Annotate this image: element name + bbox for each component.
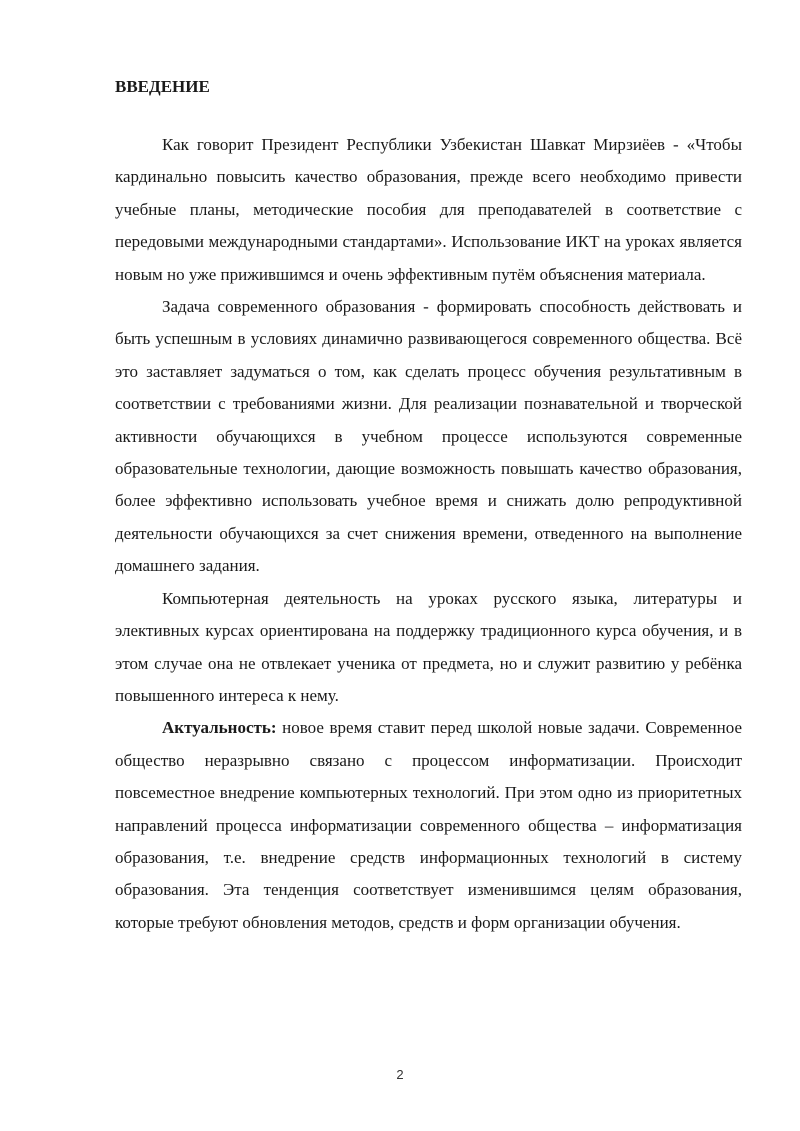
- paragraph-1: [115, 129, 742, 291]
- paragraph-actuality: [115, 712, 742, 939]
- actuality-label: Актуальность:: [162, 718, 277, 738]
- page-number: 2: [396, 1067, 404, 1082]
- body-text: [115, 129, 742, 939]
- paragraph-3: [115, 583, 742, 713]
- paragraph-2: [115, 291, 742, 583]
- paragraph-2-text: Задача современного образования - формировать способность действовать и быть успешным в условиях динамично развивающегося современного общества. Всё это заставляет задуматься о том, как сделать процесс обучения результативным в соответствии с требованиями жизни. Для реализации познавательной и творческой активности обучающихся в учебном процессе используются современные образовательные технологии, дающие возможность повышать качество образования, более эффективно использовать учебное время и снижать долю репродуктивной деятельности обучающихся за счет снижения времени, отведенного на выполнение домашнего задания.: [115, 297, 742, 576]
- paragraph-actuality-text: новое время ставит перед школой новые задачи. Современное общество неразрывно связано с процессом информатизации. Происходит повсеместное внедрение компьютерных технологий. При этом одно из приоритетных направлений процесса информатизации современного общества – информатизация образования, т.е. внедрение средств информационных технологий в систему образования. Эта тенденция соответствует изменившимся целям образования, которые требуют обновления методов, средств и форм организации обучения.: [115, 718, 742, 932]
- section-heading: ВВЕДЕНИЕ: [115, 77, 210, 96]
- paragraph-3-text: Компьютерная деятельность на уроках русского языка, литературы и элективных курсах ориентирована на поддержку традиционного курса обучения, и в этом случае она не отвлекает ученика от предмета, но и служит развитию у ребёнка повышенного интереса к нему.: [115, 588, 742, 705]
- paragraph-1-text: Как говорит Президент Республики Узбекистан Шавкат Мирзиёев - «Чтобы кардинально повысить качество образования, прежде всего необходимо привести учебные планы, методические пособия для преподавателей в соответствие с передовыми международными стандартами». Использование ИКТ на уроках является новым но уже прижившимся и очень эффективным путём объяснения материала.: [115, 135, 742, 284]
